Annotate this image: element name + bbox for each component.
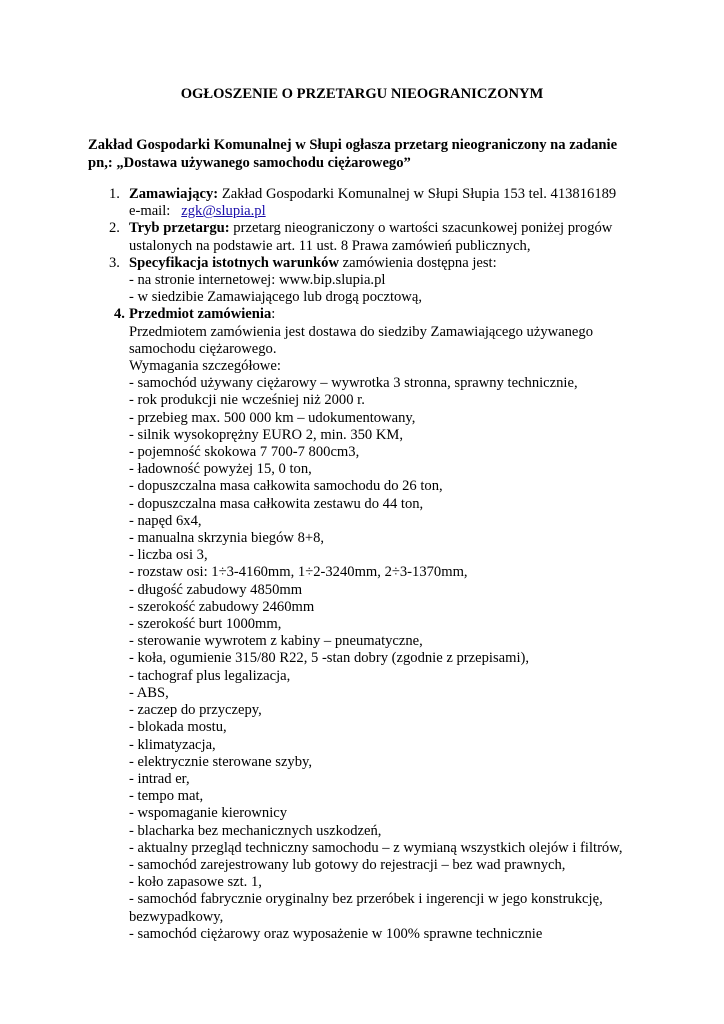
requirement-item: - szerokość burt 1000mm, <box>129 616 282 633</box>
requirement-item: - ładowność powyżej 15, 0 ton, <box>129 461 312 478</box>
requirement-item: - dopuszczalna masa całkowita zestawu do 44 ton, <box>129 495 424 512</box>
requirement-item: - liczba osi 3, <box>129 547 208 564</box>
requirements-list <box>129 375 648 943</box>
section-line <box>129 255 648 272</box>
section-text: - na stronie internetowej: www.bip.slupia.pl <box>129 272 386 289</box>
requirement-item: - sterowanie wywrotem z kabiny – pneumatyczne, <box>129 633 423 650</box>
requirement-item: - zaczep do przyczepy, <box>129 702 262 719</box>
requirement-item: - intrad er, <box>129 770 190 787</box>
section-text: - w siedzibie Zamawiającego lub drogą pocztową, <box>129 289 422 306</box>
section-text: Przedmiotem zamówienia jest dostawa do siedziby Zamawiającego używanego <box>129 323 593 340</box>
requirement-item: - wspomaganie kierownicy <box>129 805 288 822</box>
requirement-item: - rozstaw osi: 1÷3-4160mm, 1÷2-3240mm, 2÷3-1370mm, <box>129 564 468 581</box>
document-title: OGŁOSZENIE O PRZETARGU NIEOGRANICZONYM <box>180 86 544 102</box>
section-heading: Przedmiot zamówienia <box>129 306 272 323</box>
requirement-item: - blokada mostu, <box>129 719 227 736</box>
section-tryb-przetargu <box>88 220 648 254</box>
requirement-item: - klimatyzacja, <box>129 736 216 753</box>
section-text: samochodu ciężarowego. <box>129 340 277 357</box>
section-heading: Zamawiający: <box>129 186 219 202</box>
requirement-item: - ABS, <box>129 684 169 701</box>
section-specyfikacja <box>88 255 648 307</box>
section-line <box>129 186 648 203</box>
requirement-item: - napęd 6x4, <box>129 512 202 529</box>
section-heading-suffix: : <box>271 306 276 323</box>
section-text: ustalonych na podstawie art. 11 ust. 8 Prawa zamówień publicznych, <box>129 237 531 254</box>
requirement-item: - koła, ogumienie 315/80 R22, 5 -stan dobry (zgodnie z przepisami), <box>129 650 530 667</box>
section-przedmiot <box>88 306 648 943</box>
section-list <box>88 186 648 943</box>
requirement-item: - silnik wysokoprężny EURO 2, min. 350 KM, <box>129 426 404 443</box>
requirement-item: - przebieg max. 500 000 km – udokumentowany, <box>129 409 416 426</box>
section-text: przetarg nieograniczony o wartości szacunkowej poniżej progów <box>229 220 613 237</box>
requirement-item: - samochód ciężarowy oraz wyposażenie w 100% sprawne technicznie <box>129 925 543 942</box>
requirement-item: - elektrycznie sterowane szyby, <box>129 753 313 770</box>
intro-line: Zakład Gospodarki Komunalnej w Słupi ogłasza przetarg nieograniczony na zadanie <box>88 137 618 153</box>
section-zamawiajacy <box>88 186 648 220</box>
section-text: Zakład Gospodarki Komunalnej w Słupi Słupia 153 tel. 413816189 <box>218 186 617 202</box>
section-line <box>129 203 648 220</box>
requirement-item: - rok produkcji nie wcześniej niż 2000 r. <box>129 392 365 409</box>
intro-line: pn,: „Dostawa używanego samochodu ciężarowego” <box>88 155 411 171</box>
requirement-item: - dopuszczalna masa całkowita samochodu do 26 ton, <box>129 478 443 495</box>
email-label: e-mail: <box>129 203 182 220</box>
requirements-heading: Wymagania szczegółowe: <box>129 358 281 375</box>
requirement-item: - tachograf plus legalizacja, <box>129 667 291 684</box>
section-line <box>129 220 648 237</box>
requirement-item: - blacharka bez mechanicznych uszkodzeń, <box>129 822 382 839</box>
section-text: zamówienia dostępna jest: <box>339 254 497 271</box>
section-heading: Tryb przetargu: <box>129 220 230 237</box>
intro-paragraph <box>88 136 648 172</box>
email-link[interactable]: zgk@slupia.pl <box>181 203 266 220</box>
section-number: 4. <box>114 306 125 323</box>
requirement-item: bezwypadkowy, <box>129 908 224 925</box>
requirement-item: - pojemność skokowa 7 700-7 800cm3, <box>129 444 360 461</box>
requirement-item: - samochód używany ciężarowy – wywrotka 3 stronna, sprawny technicznie, <box>129 375 578 392</box>
section-heading: Specyfikacja istotnych warunków <box>129 254 339 271</box>
section-number: 2. <box>109 220 120 237</box>
requirement-item: - szerokość zabudowy 2460mm <box>129 598 315 615</box>
section-number: 3. <box>109 254 120 271</box>
requirement-item: - koło zapasowe szt. 1, <box>129 874 262 891</box>
requirement-item: - samochód zarejestrowany lub gotowy do rejestracji – bez wad prawnych, <box>129 856 566 873</box>
requirement-item: - samochód fabrycznie oryginalny bez przeróbek i ingerencji w jego konstrukcję, <box>129 891 603 908</box>
requirement-item: - aktualny przegląd techniczny samochodu – z wymianą wszystkich olejów i filtrów, <box>129 839 623 856</box>
section-number: 1. <box>109 186 120 202</box>
requirement-item: - długość zabudowy 4850mm <box>129 581 303 598</box>
requirement-item: - tempo mat, <box>129 788 204 805</box>
requirement-item: - manualna skrzynia biegów 8+8, <box>129 530 325 547</box>
section-line <box>129 306 648 323</box>
